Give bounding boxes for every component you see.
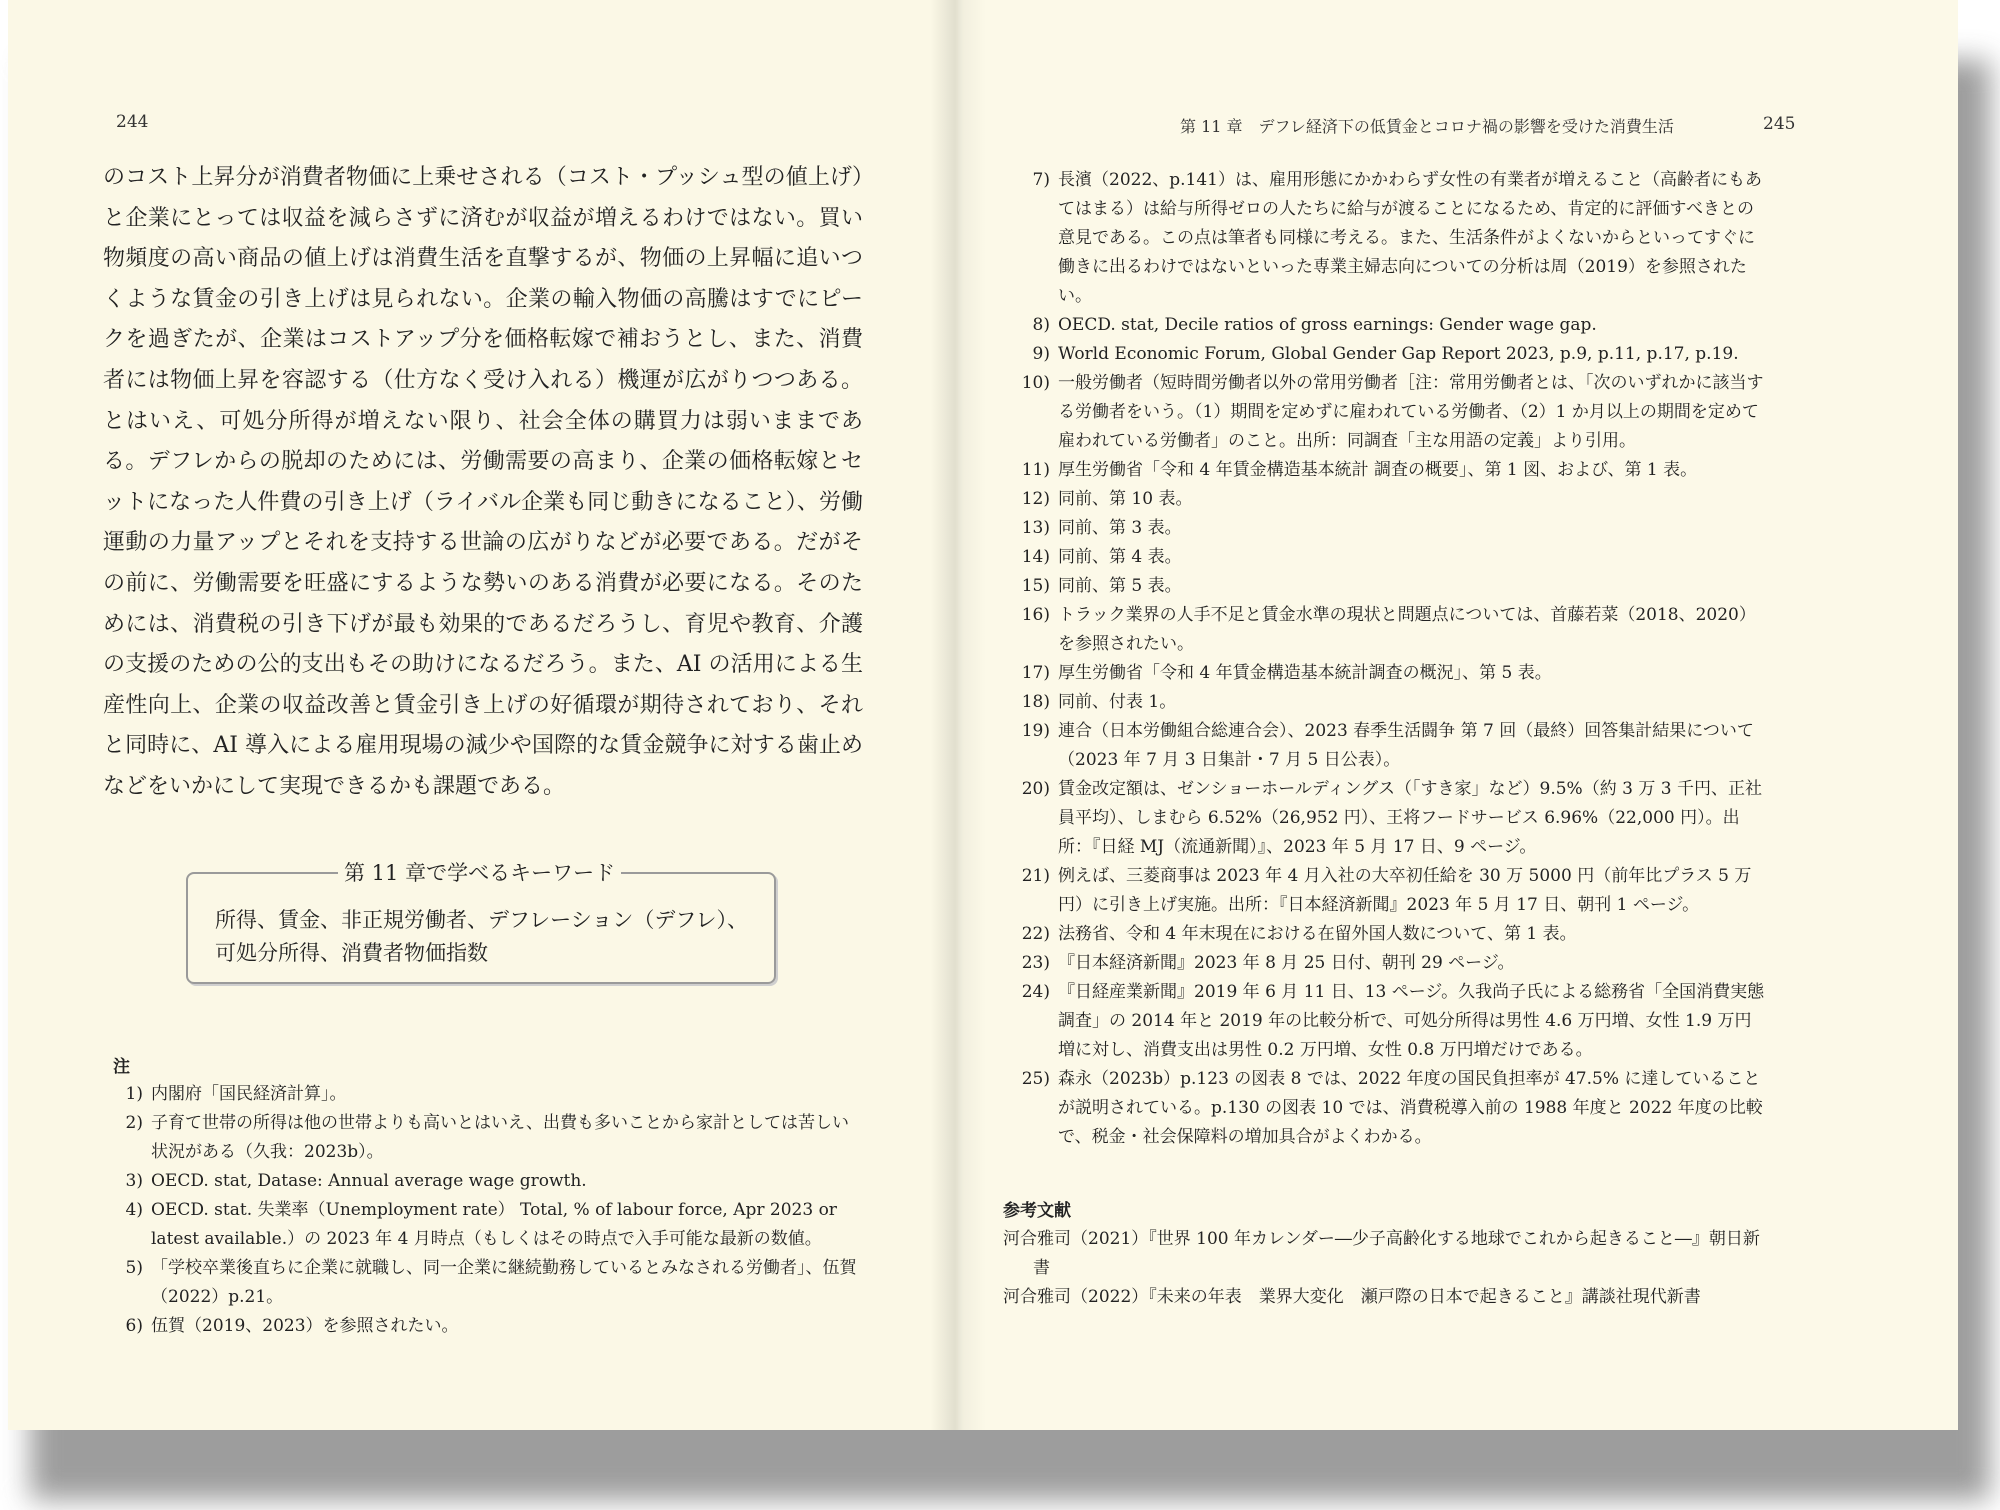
- keyword-line-1: 所得、賃金、非正規労働者、デフレーション（デフレ）、: [215, 908, 748, 932]
- note-item: [113, 1167, 865, 1196]
- note-text: 一般労働者（短時間労働者以外の常用労働者［注：常用労働者とは、「次のいずれかに該当する労働者をいう。（1）期間を定めずに雇われている労働者、（2）1 か月以上の期間を定めて雇われている労働者」のこと。出所：同調査「主な用語の定義」より引用。: [1058, 373, 1764, 451]
- keyword-line-2: 可処分所得、消費者物価指数: [215, 941, 488, 965]
- note-text: 同前、付表 1。: [1058, 692, 1177, 712]
- note-text: 同前、第 10 表。: [1058, 489, 1193, 509]
- note-item: [1020, 572, 1768, 601]
- keyword-list: [215, 904, 775, 970]
- note-text: 例えば、三菱商事は 2023 年 4 月入社の大卒初任給を 30 万 5000 円（前年比プラス 5 万円）に引き上げ実施。出所：『日本経済新聞』2023 年 5 月 17 日、朝刊 1 ページ。: [1058, 866, 1752, 915]
- note-number: 11): [1021, 460, 1050, 480]
- note-text: 『日経産業新聞』2019 年 6 月 11 日、13 ページ。久我尚子氏による総務省「全国消費実態調査」の 2014 年と 2019 年の比較分析で、可処分所得は男性 4.6 万円増、女性 1.9 万円増に対し、消費支出は男性 0.2 万円増、女性 0.8 万円増だけである。: [1058, 982, 1765, 1060]
- note-number: 3): [125, 1171, 143, 1191]
- note-item: [1020, 543, 1768, 572]
- note-number: 15): [1021, 576, 1050, 596]
- note-number: 16): [1021, 605, 1050, 625]
- note-item: [1020, 601, 1768, 659]
- note-text: World Economic Forum, Global Gender Gap Report 2023, p.9, p.11, p.17, p.19.: [1058, 344, 1739, 364]
- note-item: [113, 1080, 865, 1109]
- note-text: OECD. stat, Datase: Annual average wage growth.: [151, 1171, 587, 1191]
- note-text: 子育て世帯の所得は他の世帯よりも高いとはいえ、出費も多いことから家計としては苦しい状況がある（久我：2023b）。: [151, 1113, 850, 1162]
- right-notes-list: [1020, 166, 1768, 1152]
- keyword-box-title: 第 11 章で学べるキーワード: [338, 857, 621, 887]
- note-number: 19): [1021, 721, 1050, 741]
- note-item: [113, 1196, 865, 1254]
- note-item: [1020, 775, 1768, 862]
- right-page: [958, 0, 1958, 1430]
- note-number: 2): [125, 1113, 143, 1133]
- note-number: 7): [1032, 170, 1050, 190]
- note-number: 22): [1021, 924, 1050, 944]
- note-number: 18): [1021, 692, 1050, 712]
- note-item: [113, 1109, 865, 1167]
- left-notes-list: [113, 1080, 865, 1341]
- references-list: [1003, 1225, 1768, 1312]
- note-number: 23): [1021, 953, 1050, 973]
- keyword-box: [186, 861, 776, 984]
- note-number: 1): [125, 1084, 143, 1104]
- note-item: [113, 1312, 865, 1341]
- note-text: OECD. stat. 失業率（Unemployment rate） Total, % of labour force, Apr 2023 or latest available.）の 2023 年 4 月時点（もしくはその時点で入手可能な最新の数値。: [151, 1200, 837, 1249]
- note-number: 9): [1032, 344, 1050, 364]
- left-page: [8, 0, 959, 1430]
- note-text: 『日本経済新聞』2023 年 8 月 25 日付、朝刊 29 ページ。: [1058, 953, 1515, 973]
- note-number: 21): [1021, 866, 1050, 886]
- note-number: 14): [1021, 547, 1050, 567]
- note-text: 連合（日本労働組合総連合会）、2023 春季生活闘争 第 7 回（最終）回答集計結果について（2023 年 7 月 3 日集計・7 月 5 日公表）。: [1058, 721, 1754, 770]
- note-item: [1020, 166, 1768, 311]
- note-number: 20): [1021, 779, 1050, 799]
- running-head: 第 11 章 デフレ経済下の低賃金とコロナ禍の影響を受けた消費生活: [1180, 117, 1674, 136]
- note-item: [1020, 978, 1768, 1065]
- note-item: [1020, 1065, 1768, 1152]
- note-item: [1020, 514, 1768, 543]
- note-text: 厚生労働省「令和 4 年賃金構造基本統計 調査の概要」、第 1 図、および、第 1 表。: [1058, 460, 1698, 480]
- note-text: 同前、第 5 表。: [1058, 576, 1182, 596]
- note-text: 伍賀（2019、2023）を参照されたい。: [151, 1316, 459, 1336]
- body-paragraph: のコスト上昇分が消費者物価に上乗せされる（コスト・プッシュ型の値上げ）と企業にとっては収益を減らさずに済むが収益が増えるわけではない。買い物頻度の高い商品の値上げは消費生活を直撃するが、物価の上昇幅に追いつくような賃金の引き上げは見られない。企業の輸入物価の高騰はすでにピークを過ぎたが、企業はコストアップ分を価格転嫁で補おうとし、また、消費者には物価上昇を容認する（仕方なく受け入れる）機運が広がりつつある。とはいえ、可処分所得が増えない限り、社会全体の購買力は弱いままである。デフレからの脱却のためには、労働需要の高まり、企業の価格転嫁とセットになった人件費の引き上げ（ライバル企業も同じ動きになること）、労働運動の力量アップとそれを支持する世論の広がりなどが必要である。だがその前に、労働需要を旺盛にするような勢いのある消費が必要になる。そのためには、消費税の引き下げが最も効果的であるだろうし、育児や教育、介護の支援のための公的支出もその助けになるだろう。また、AI の活用による生産性向上、企業の収益改善と賃金引き上げの好循環が期待されており、それと同時に、AI 導入による雇用現場の減少や国際的な賃金競争に対する歯止めなどをいかにして実現できるかも課題である。: [103, 165, 863, 799]
- note-item: [1020, 920, 1768, 949]
- reference-item: 河合雅司（2022）『未来の年表 業界大変化 瀬戸際の日本で起きること』講談社現代新書: [1003, 1287, 1701, 1307]
- note-item: [1020, 862, 1768, 920]
- note-text: 同前、第 4 表。: [1058, 547, 1182, 567]
- note-item: [1020, 688, 1768, 717]
- note-number: 8): [1032, 315, 1050, 335]
- left-page-number: 244: [116, 112, 149, 132]
- note-text: 同前、第 3 表。: [1058, 518, 1182, 538]
- note-item: [1020, 456, 1768, 485]
- note-text: 「学校卒業後直ちに企業に就職し、同一企業に継続勤務しているとみなされる労働者」、伍賀（2022）p.21。: [151, 1258, 857, 1307]
- note-item: [1020, 717, 1768, 775]
- reference-item: 河合雅司（2021）『世界 100 年カレンダー―少子高齢化する地球でこれから起きること―』朝日新書: [1003, 1229, 1760, 1278]
- note-number: 4): [125, 1200, 143, 1220]
- note-item: [113, 1254, 865, 1312]
- note-number: 5): [125, 1258, 143, 1278]
- note-text: OECD. stat, Decile ratios of gross earnings: Gender wage gap.: [1058, 315, 1597, 335]
- notes-heading: 注: [113, 1057, 130, 1077]
- note-text: 賃金改定額は、ゼンショーホールディングス（「すき家」など）9.5%（約 3 万 3 千円、正社員平均）、しまむら 6.52%（26,952 円）、王将フードサービス 6.96%（22,000 円）。出所：『日経 MJ（流通新聞）』、2023 年 5 月 17 日、9 ページ。: [1058, 779, 1762, 857]
- note-text: 厚生労働省「令和 4 年賃金構造基本統計調査の概況」、第 5 表。: [1058, 663, 1552, 683]
- note-item: [1020, 949, 1768, 978]
- references-heading: 参考文献: [1003, 1201, 1071, 1221]
- right-page-number: 245: [1763, 114, 1796, 134]
- note-item: [1020, 369, 1768, 456]
- note-text: 長濱（2022、p.141）は、雇用形態にかかわらず女性の有業者が増えること（高齢者にもあてはまる）は給与所得ゼロの人たちに給与が渡ることになるため、肯定的に評価すべきとの意見である。この点は筆者も同様に考える。また、生活条件がよくないからといってすぐに働きに出るわけではないといった専業主婦志向についての分析は周（2019）を参照されたい。: [1058, 170, 1762, 306]
- note-item: [1020, 340, 1768, 369]
- note-number: 24): [1021, 982, 1050, 1002]
- note-text: 内閣府「国民経済計算」。: [151, 1084, 347, 1104]
- note-text: 森永（2023b）p.123 の図表 8 では、2022 年度の国民負担率が 47.5% に達していることが説明されている。p.130 の図表 10 では、消費税導入前の 1988 年度と 2022 年度の比較で、税金・社会保障料の増加具合がよくわかる。: [1058, 1069, 1763, 1147]
- note-number: 25): [1021, 1069, 1050, 1089]
- note-item: [1020, 485, 1768, 514]
- note-item: [1020, 659, 1768, 688]
- note-item: [1020, 311, 1768, 340]
- note-text: トラック業界の人手不足と賃金水準の現状と問題点については、首藤若菜（2018、2020）を参照されたい。: [1058, 605, 1756, 654]
- note-number: 13): [1021, 518, 1050, 538]
- note-number: 6): [125, 1316, 143, 1336]
- note-number: 10): [1021, 373, 1050, 393]
- note-text: 法務省、令和 4 年末現在における在留外国人数について、第 1 表。: [1058, 924, 1577, 944]
- note-number: 17): [1021, 663, 1050, 683]
- note-number: 12): [1021, 489, 1050, 509]
